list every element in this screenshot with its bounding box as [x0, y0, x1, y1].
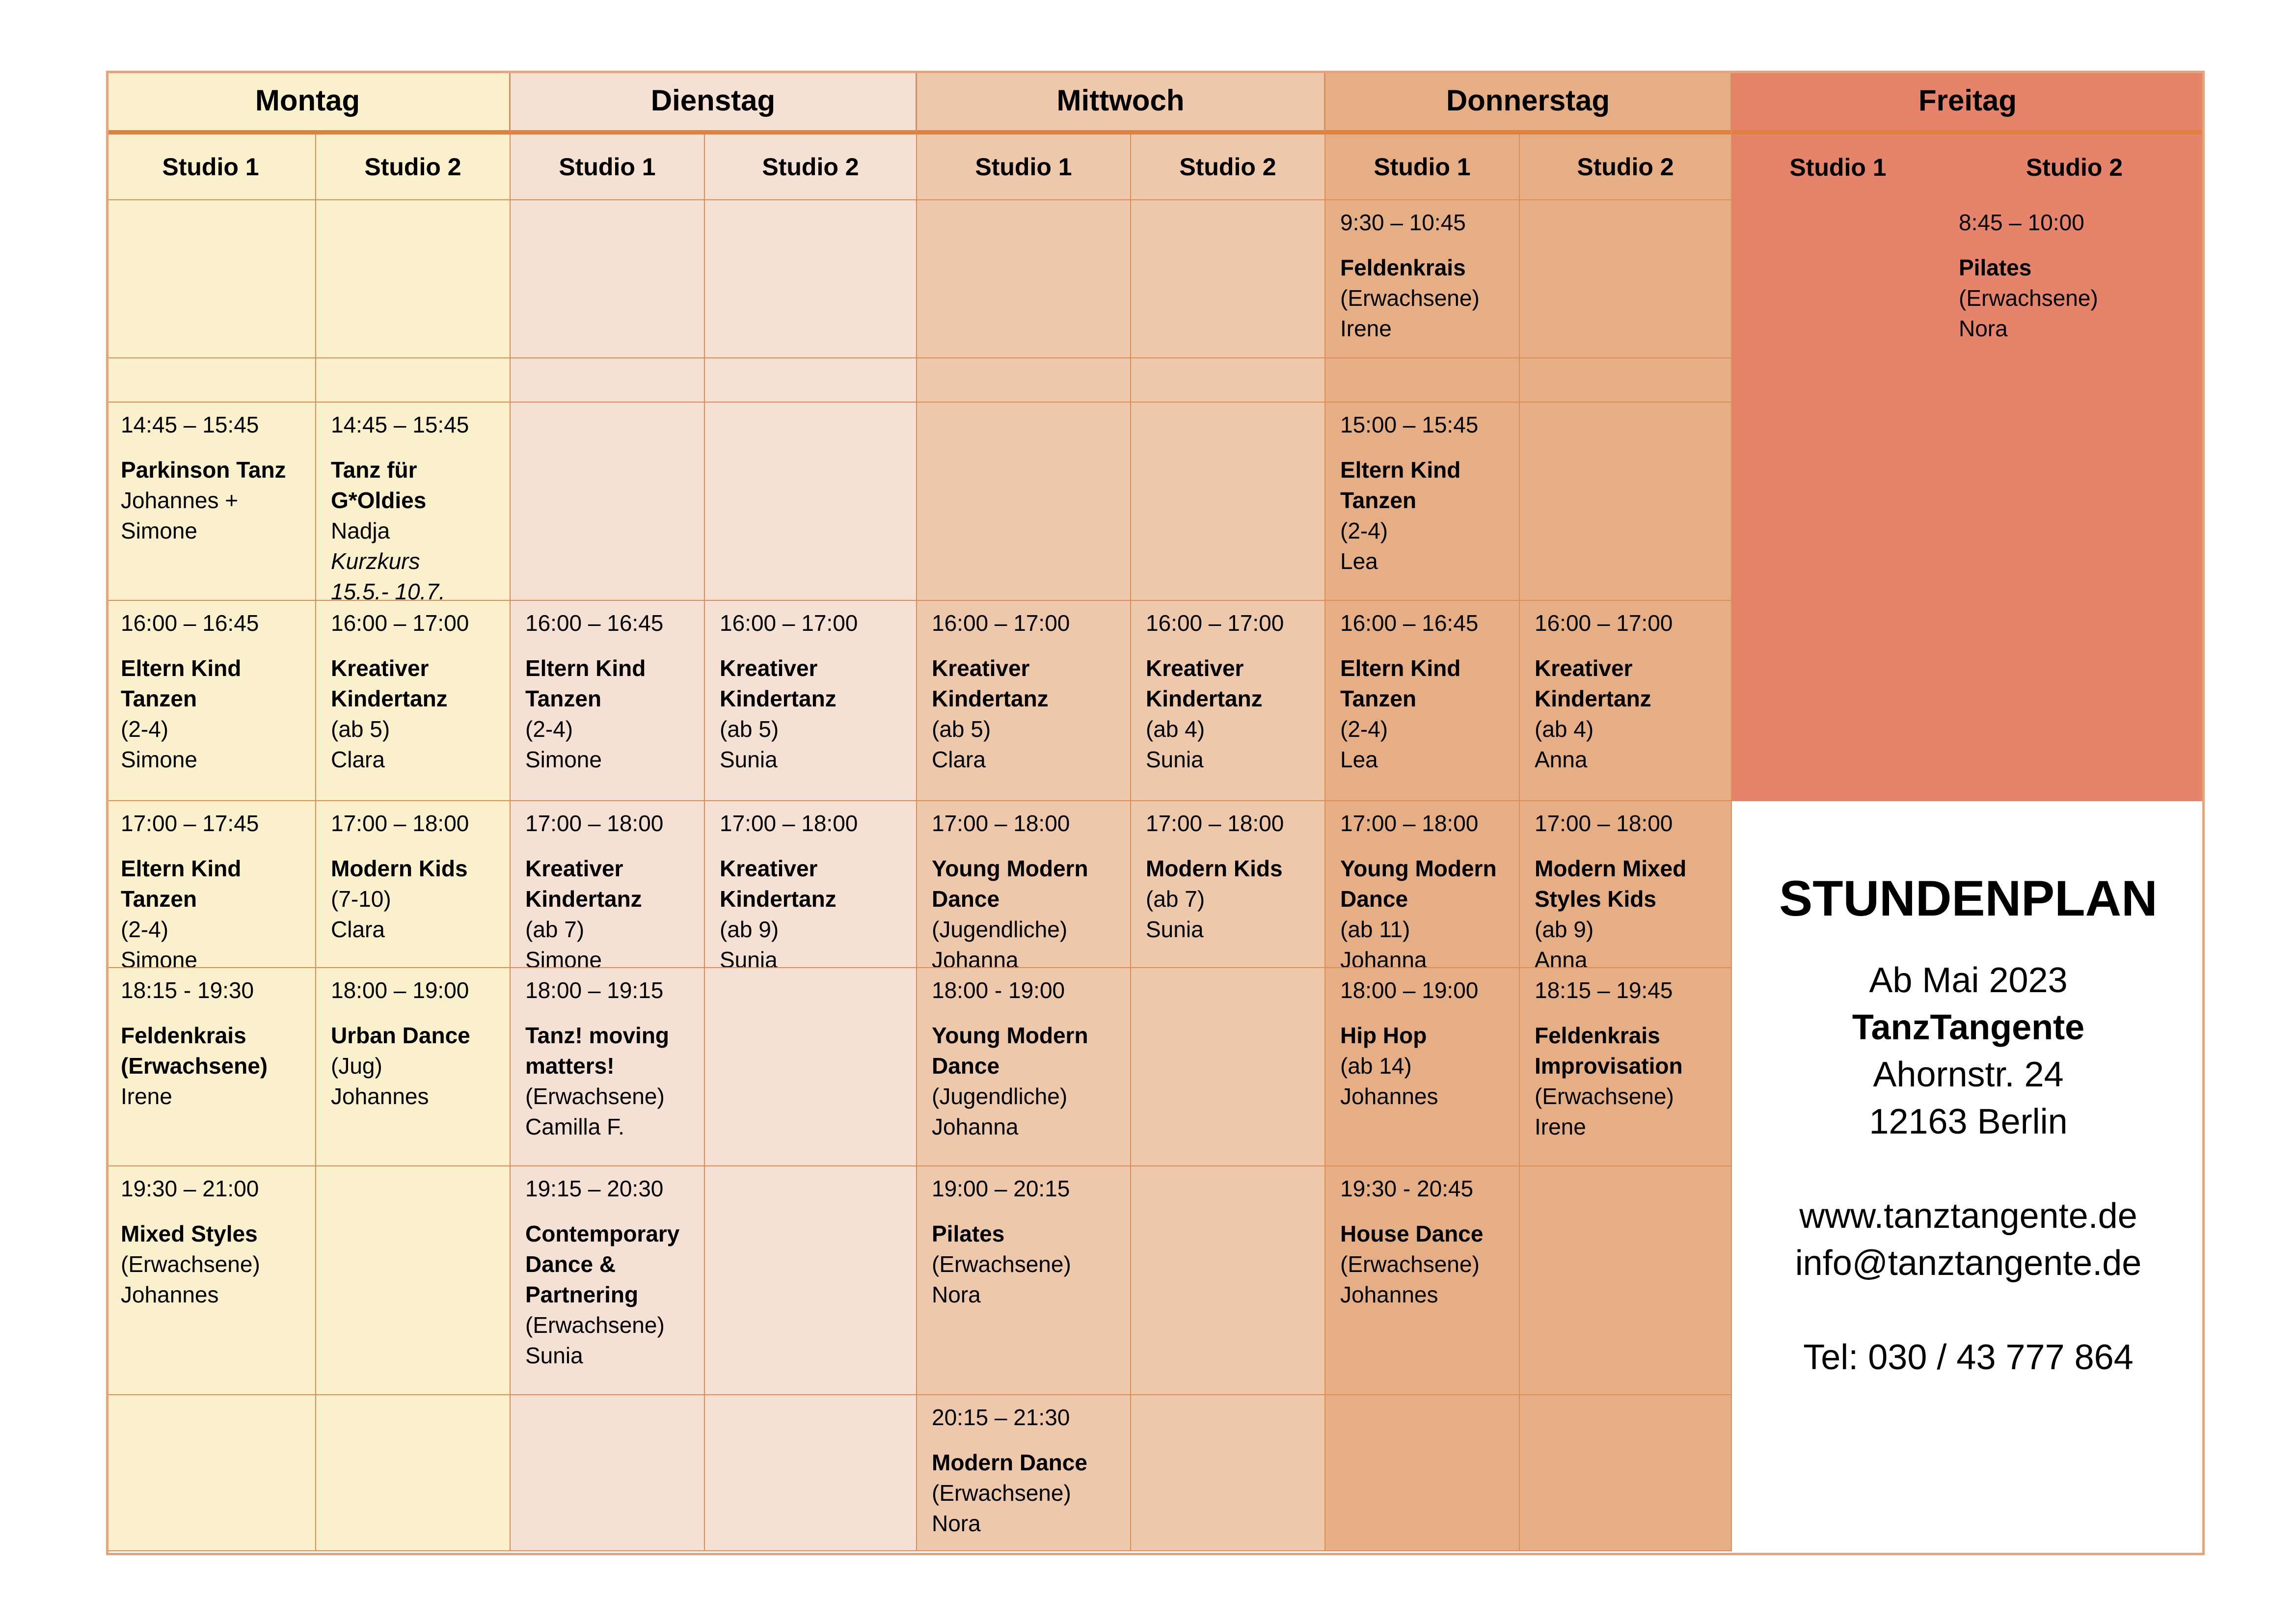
slot-cell — [1520, 968, 1732, 1166]
class-entry — [1520, 968, 1731, 1142]
studio-header-montag-2: Studio 2 — [316, 135, 511, 200]
slot-cell — [1732, 601, 1944, 801]
class-detail: (2-4) — [1340, 716, 1388, 742]
class-entry — [316, 403, 510, 601]
class-entry — [1944, 200, 2205, 344]
class-title: Modern Dance — [932, 1450, 1087, 1475]
class-title: Modern Kids — [1146, 856, 1283, 881]
class-title: Young Modern Dance — [1340, 856, 1497, 912]
slot-cell — [917, 403, 1131, 601]
class-title: Kreativer Kindertanz — [525, 856, 642, 912]
slot-cell — [705, 801, 917, 968]
class-detail: Simone — [525, 747, 602, 772]
class-detail: Johanna — [1340, 947, 1427, 968]
class-detail: Clara — [331, 917, 385, 942]
slot-cell — [1944, 403, 2205, 601]
class-entry — [705, 801, 916, 968]
class-detail: (ab 9) — [720, 917, 779, 942]
class-time: 14:45 – 15:45 — [121, 412, 259, 437]
class-entry — [1325, 968, 1519, 1111]
class-detail: (Jugendliche) — [932, 917, 1068, 942]
phone-number: Tel: 030 / 43 777 864 — [1803, 1338, 2134, 1377]
class-note: Kurzkurs — [331, 548, 420, 574]
slot-cell — [917, 801, 1131, 968]
class-time: 16:00 – 17:00 — [331, 610, 469, 636]
class-detail: Sunia — [1146, 917, 1204, 942]
class-title: Modern Mixed Styles Kids — [1535, 856, 1687, 912]
street-address: Ahornstr. 24 — [1873, 1055, 2064, 1094]
class-detail: (ab 11) — [1340, 917, 1410, 942]
class-time: 18:00 – 19:15 — [525, 977, 664, 1003]
class-entry — [106, 403, 315, 546]
class-entry — [316, 601, 510, 775]
info-box — [1732, 801, 2205, 1551]
class-detail: (Jugendliche) — [932, 1083, 1068, 1109]
class-title: Eltern Kind Tanzen — [525, 655, 646, 711]
class-detail: (ab 5) — [720, 716, 779, 742]
slot-cell — [1131, 200, 1325, 358]
class-time: 17:00 – 18:00 — [525, 811, 664, 836]
class-title: Pilates — [1959, 255, 2032, 280]
class-entry — [1325, 403, 1519, 576]
day-header-donnerstag: Donnerstag — [1325, 71, 1732, 135]
class-detail: Clara — [932, 747, 986, 772]
slot-cell — [106, 801, 316, 968]
slot-cell — [1325, 968, 1520, 1166]
class-entry — [917, 1166, 1130, 1310]
slot-cell — [1520, 403, 1732, 601]
slot-cell — [1944, 358, 2205, 403]
slot-cell — [1131, 1166, 1325, 1395]
class-time: 19:30 – 21:00 — [121, 1176, 259, 1201]
class-entry — [106, 801, 315, 968]
class-time: 16:00 – 17:00 — [932, 610, 1070, 636]
slot-cell — [316, 801, 511, 968]
class-entry — [1131, 601, 1324, 775]
class-entry — [106, 1166, 315, 1310]
studio-header-mittwoch-2: Studio 2 — [1131, 135, 1325, 200]
class-entry — [511, 968, 704, 1142]
slot-cell — [316, 1395, 511, 1551]
class-entry — [511, 801, 704, 968]
class-detail: Irene — [1340, 316, 1392, 341]
class-detail: Johannes — [1340, 1083, 1438, 1109]
slot-cell — [1520, 1395, 1732, 1551]
slot-cell — [511, 1166, 705, 1395]
class-detail: (Erwachsene) — [932, 1480, 1071, 1506]
class-entry — [1131, 801, 1324, 945]
studio-header-freitag-1: Studio 1 — [1732, 135, 1944, 200]
slot-cell — [1131, 601, 1325, 801]
class-title: Urban Dance — [331, 1023, 470, 1048]
class-detail: Simone — [121, 518, 197, 543]
class-time: 18:00 – 19:00 — [1340, 977, 1479, 1003]
class-entry — [511, 1166, 704, 1371]
studio-header-freitag-2: Studio 2 — [1944, 135, 2205, 200]
class-title: Parkinson Tanz — [121, 457, 286, 483]
class-entry — [917, 601, 1130, 775]
class-title: Kreativer Kindertanz — [1146, 655, 1263, 711]
slot-cell — [1325, 801, 1520, 968]
slot-cell — [705, 1395, 917, 1551]
class-time: 16:00 – 17:00 — [1535, 610, 1673, 636]
class-time: 18:15 - 19:30 — [121, 977, 254, 1003]
studio-header-dienstag-1: Studio 1 — [511, 135, 705, 200]
slot-cell — [511, 200, 705, 358]
slot-cell — [1131, 968, 1325, 1166]
class-title: Kreativer Kindertanz — [932, 655, 1049, 711]
class-detail: Johannes — [121, 1282, 219, 1307]
slot-cell — [1732, 200, 1944, 358]
slot-cell — [1325, 403, 1520, 601]
slot-cell — [511, 968, 705, 1166]
slot-cell — [511, 358, 705, 403]
class-time: 9:30 – 10:45 — [1340, 210, 1466, 235]
slot-cell — [106, 601, 316, 801]
class-time: 18:15 – 19:45 — [1535, 977, 1673, 1003]
class-detail: Anna — [1535, 947, 1588, 968]
class-time: 16:00 – 16:45 — [525, 610, 664, 636]
class-entry — [1325, 1166, 1519, 1310]
class-detail: Anna — [1535, 747, 1588, 772]
class-time: 16:00 – 16:45 — [121, 610, 259, 636]
slot-cell — [511, 403, 705, 601]
day-header-montag: Montag — [106, 71, 511, 135]
class-detail: (Erwachsene) — [1340, 285, 1480, 311]
class-detail: (ab 9) — [1535, 917, 1594, 942]
slot-cell — [316, 1166, 511, 1395]
studio-header-dienstag-2: Studio 2 — [705, 135, 917, 200]
class-title: Hip Hop — [1340, 1023, 1427, 1048]
slot-cell — [106, 358, 316, 403]
class-title: Eltern Kind Tanzen — [121, 655, 242, 711]
class-detail: Nora — [1959, 316, 2008, 341]
class-detail: (7-10) — [331, 886, 391, 912]
class-title: Mixed Styles — [121, 1221, 258, 1246]
class-time: 17:00 – 18:00 — [1340, 811, 1479, 836]
class-entry — [917, 968, 1130, 1142]
studio-header-mittwoch-1: Studio 1 — [917, 135, 1131, 200]
class-detail: (ab 7) — [1146, 886, 1205, 912]
class-detail: Nora — [932, 1511, 981, 1536]
class-time: 17:00 – 18:00 — [1535, 811, 1673, 836]
class-title: Kreativer Kindertanz — [720, 655, 837, 711]
day-header-mittwoch: Mittwoch — [917, 71, 1325, 135]
slot-cell — [917, 200, 1131, 358]
class-detail: (ab 5) — [331, 716, 390, 742]
slot-cell — [917, 1395, 1131, 1551]
class-note: 15.5.- 10.7. — [331, 579, 445, 601]
class-detail: Nora — [932, 1282, 981, 1307]
slot-cell — [1131, 358, 1325, 403]
class-time: 19:15 – 20:30 — [525, 1176, 664, 1201]
slot-cell — [1732, 358, 1944, 403]
class-detail: (ab 5) — [932, 716, 991, 742]
slot-cell — [106, 1166, 316, 1395]
slot-cell — [1732, 403, 1944, 601]
slot-cell — [316, 403, 511, 601]
class-title: House Dance — [1340, 1221, 1484, 1246]
class-detail: Johannes + — [121, 487, 239, 513]
class-entry — [1520, 801, 1731, 968]
slot-cell — [511, 601, 705, 801]
slot-cell — [1325, 601, 1520, 801]
class-detail: Clara — [331, 747, 385, 772]
slot-cell — [705, 601, 917, 801]
class-entry — [1520, 601, 1731, 775]
class-detail: (Jug) — [331, 1053, 382, 1079]
class-time: 18:00 – 19:00 — [331, 977, 469, 1003]
slot-cell — [1131, 403, 1325, 601]
class-detail: (2-4) — [1340, 518, 1388, 543]
class-detail: Lea — [1340, 548, 1378, 574]
slot-cell — [1325, 200, 1520, 358]
class-detail: (Erwachsene) — [1959, 285, 2098, 311]
class-time: 18:00 - 19:00 — [932, 977, 1065, 1003]
slot-cell — [316, 968, 511, 1166]
slot-cell — [106, 200, 316, 358]
slot-cell — [917, 968, 1131, 1166]
slot-cell — [1325, 358, 1520, 403]
class-detail: (Erwachsene) — [525, 1083, 665, 1109]
class-detail: (Erwachsene) — [1535, 1083, 1674, 1109]
class-detail: Simone — [121, 747, 197, 772]
class-time: 16:00 – 16:45 — [1340, 610, 1479, 636]
class-entry — [316, 968, 510, 1111]
slot-cell — [1325, 1395, 1520, 1551]
slot-cell — [1944, 601, 2205, 801]
slot-cell — [316, 601, 511, 801]
class-time: 16:00 – 17:00 — [1146, 610, 1284, 636]
class-title: Modern Kids — [331, 856, 468, 881]
class-time: 14:45 – 15:45 — [331, 412, 469, 437]
class-entry — [705, 601, 916, 775]
class-time: 16:00 – 17:00 — [720, 610, 858, 636]
class-title: Eltern Kind Tanzen — [1340, 457, 1461, 513]
class-entry — [1325, 200, 1519, 344]
day-header-dienstag: Dienstag — [511, 71, 917, 135]
class-title: Contemporary Dance & Partnering — [525, 1221, 680, 1307]
class-title: Pilates — [932, 1221, 1005, 1246]
slot-cell — [1131, 801, 1325, 968]
slot-cell — [705, 1166, 917, 1395]
class-detail: (ab 14) — [1340, 1053, 1412, 1079]
class-entry — [1325, 801, 1519, 968]
class-detail: Simone — [525, 947, 602, 968]
class-time: 19:30 - 20:45 — [1340, 1176, 1474, 1201]
class-detail: (2-4) — [525, 716, 573, 742]
class-time: 17:00 – 17:45 — [121, 811, 259, 836]
studio-header-montag-1: Studio 1 — [106, 135, 316, 200]
class-detail: Johanna — [932, 1114, 1019, 1139]
slot-cell — [705, 968, 917, 1166]
class-detail: Sunia — [720, 947, 778, 968]
slot-cell — [106, 968, 316, 1166]
class-detail: Johannes — [331, 1083, 429, 1109]
class-title: Eltern Kind Tanzen — [1340, 655, 1461, 711]
class-title: Tanz! moving matters! — [525, 1023, 670, 1079]
slot-cell — [106, 403, 316, 601]
class-time: 17:00 – 18:00 — [331, 811, 469, 836]
class-detail: (ab 7) — [525, 917, 585, 942]
class-detail: (2-4) — [121, 917, 169, 942]
class-title: Kreativer Kindertanz — [1535, 655, 1651, 711]
class-title: Feldenkrais — [1340, 255, 1466, 280]
day-header-freitag: Freitag — [1732, 71, 2205, 135]
class-title: Tanz für G*Oldies — [331, 457, 427, 513]
slot-cell — [511, 801, 705, 968]
valid-from: Ab Mai 2023 — [1869, 961, 2068, 1000]
class-entry — [917, 801, 1130, 968]
class-time: 17:00 – 18:00 — [720, 811, 858, 836]
slot-cell — [1131, 1395, 1325, 1551]
class-title: Kreativer Kindertanz — [720, 856, 837, 912]
class-time: 8:45 – 10:00 — [1959, 210, 2084, 235]
class-title: Feldenkrais Improvisation — [1535, 1023, 1683, 1079]
slot-cell — [1944, 200, 2205, 358]
slot-cell — [511, 1395, 705, 1551]
slot-cell — [316, 200, 511, 358]
class-title: Young Modern Dance — [932, 856, 1088, 912]
slot-cell — [1325, 1166, 1520, 1395]
class-detail: (Erwachsene) — [1340, 1251, 1480, 1277]
city-address: 12163 Berlin — [1869, 1102, 2068, 1141]
slot-cell — [1520, 200, 1732, 358]
class-detail: (Erwachsene) — [525, 1312, 665, 1338]
class-title: Feldenkrais (Erwachsene) — [121, 1023, 268, 1079]
schedule-heading: STUNDENPLAN — [1779, 870, 2158, 926]
slot-cell — [917, 601, 1131, 801]
class-detail: (Erwachsene) — [121, 1251, 260, 1277]
class-detail: Irene — [1535, 1114, 1586, 1139]
class-time: 15:00 – 15:45 — [1340, 412, 1479, 437]
studio-header-donnerstag-1: Studio 1 — [1325, 135, 1520, 200]
slot-cell — [705, 403, 917, 601]
class-detail: (2-4) — [121, 716, 169, 742]
class-detail: Sunia — [720, 747, 778, 772]
studio-header-donnerstag-2: Studio 2 — [1520, 135, 1732, 200]
class-detail: (ab 4) — [1535, 716, 1594, 742]
class-detail: Johannes — [1340, 1282, 1438, 1307]
class-title: Eltern Kind Tanzen — [121, 856, 242, 912]
class-time: 17:00 – 18:00 — [932, 811, 1070, 836]
class-title: Kreativer Kindertanz — [331, 655, 448, 711]
website-link[interactable]: www.tanztangente.de — [1799, 1196, 2137, 1236]
slot-cell — [106, 1395, 316, 1551]
class-entry — [106, 601, 315, 775]
slot-cell — [1520, 801, 1732, 968]
class-time: 17:00 – 18:00 — [1146, 811, 1284, 836]
class-entry — [316, 801, 510, 945]
class-detail: Sunia — [1146, 747, 1204, 772]
class-detail: (Erwachsene) — [932, 1251, 1071, 1277]
slot-cell — [1520, 601, 1732, 801]
class-detail: Nadja — [331, 518, 390, 543]
slot-cell — [705, 358, 917, 403]
class-time: 20:15 – 21:30 — [932, 1405, 1070, 1430]
class-time: 19:00 – 20:15 — [932, 1176, 1070, 1201]
class-entry — [917, 1395, 1130, 1539]
slot-cell — [1520, 358, 1732, 403]
slot-cell — [917, 1166, 1131, 1395]
class-entry — [1325, 601, 1519, 775]
studio-name: TanzTangente — [1852, 1008, 2085, 1047]
class-detail: (ab 4) — [1146, 716, 1205, 742]
class-detail: Irene — [121, 1083, 172, 1109]
slot-cell — [917, 358, 1131, 403]
class-detail: Camilla F. — [525, 1114, 624, 1139]
class-title: Young Modern Dance — [932, 1023, 1088, 1079]
slot-cell — [316, 358, 511, 403]
class-entry — [511, 601, 704, 775]
class-detail: Lea — [1340, 747, 1378, 772]
email-link[interactable]: info@tanztangente.de — [1795, 1244, 2142, 1283]
slot-cell — [1520, 1166, 1732, 1395]
class-detail: Simone — [121, 947, 197, 968]
class-detail: Johanna — [932, 947, 1019, 968]
class-detail: Sunia — [525, 1343, 583, 1368]
class-entry — [106, 968, 315, 1111]
slot-cell — [705, 200, 917, 358]
